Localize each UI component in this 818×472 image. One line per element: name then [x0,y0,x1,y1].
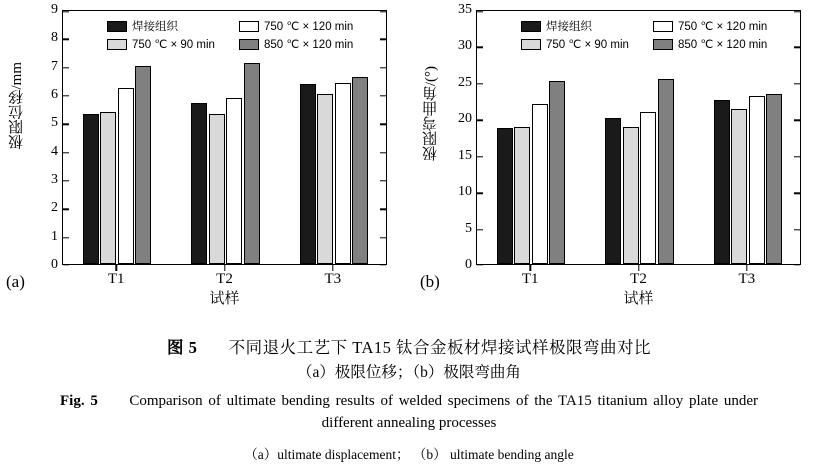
y-tick-mark [63,124,69,125]
bar [300,84,316,264]
legend-label: 750 ℃ × 90 min [546,39,629,51]
y-tick-label: 2 [51,200,58,216]
y-tick-mark [63,11,69,12]
y-tick-mark [63,237,69,238]
y-tick-mark [477,156,483,157]
y-tick-mark [63,152,69,153]
chart-panel-b [418,2,813,307]
legend-row [107,17,377,35]
y-tick-label: 5 [51,115,58,131]
bar [317,94,333,264]
y-tick-label: 20 [458,111,472,127]
y-tick-mark [477,192,483,193]
legend-item [653,19,785,33]
legend-label: 焊接组织 [132,21,178,33]
y-tick-mark [63,95,69,96]
legend-item [521,18,653,34]
y-axis-label-a: 极限位移/mm [9,62,25,150]
y-tick-mark [477,11,483,12]
bar [714,100,730,264]
y-tick-label: 3 [51,172,58,187]
y-tick-mark [794,83,800,84]
legend-item [107,18,239,34]
y-tick-label: 8 [51,30,58,46]
legend-label: 850 ℃ × 120 min [264,39,354,51]
bar [83,114,99,264]
legend-swatch [107,39,127,50]
x-tick-label: T3 [738,271,756,287]
legend-label: 750 ℃ × 120 min [678,21,768,33]
bar [335,83,351,264]
y-tick-mark [794,229,800,230]
legend-swatch [107,21,127,32]
y-tick-mark [794,192,800,193]
legend-label: 850 ℃ × 120 min [678,39,768,51]
y-tick-mark [63,180,69,181]
x-tick-label: T3 [324,271,342,287]
bar [244,63,260,264]
bar [623,127,639,264]
caption-title-en: Comparison of ultimate bending results of welded specimens of the TA15 titanium alloy plate under different annealing processes [129,393,759,431]
y-tick-label: 9 [51,2,58,17]
bar [766,94,782,264]
legend-label: 750 ℃ × 120 min [264,21,354,33]
legend-swatch [653,21,673,32]
y-tick-mark [477,83,483,84]
bar [100,112,116,264]
chart-panel-a [4,2,399,307]
x-axis-label-a: 试样 [209,291,240,307]
x-tick-mark [529,265,530,271]
y-tick-mark [63,39,69,40]
y-tick-mark [380,152,386,153]
legend-item [107,37,239,51]
bar [605,118,621,264]
y-tick-mark [380,11,386,12]
y-tick-label: 0 [51,257,58,272]
legend-swatch [521,21,541,32]
bar [226,98,242,264]
bar [209,114,225,264]
y-tick-mark [794,47,800,48]
y-tick-mark [63,67,69,68]
plot-area-a [62,10,387,265]
bar [135,66,151,264]
bar [549,81,565,264]
y-tick-label: 15 [458,147,472,163]
x-tick-mark [332,265,333,271]
y-tick-mark [477,47,483,48]
legend-item [239,19,371,33]
bar [118,88,134,264]
x-axis-label-b: 试样 [623,291,654,307]
y-axis-label-b: 极限弯曲角/(°) [423,66,439,162]
y-tick-mark [477,229,483,230]
legend-label: 750 ℃ × 90 min [132,39,215,51]
y-tick-mark [380,67,386,68]
legend-label: 焊接组织 [546,21,592,33]
legend-item [653,37,785,51]
panel-tag-a: (a) [6,272,25,291]
legend-swatch [239,21,259,32]
bar [731,109,747,264]
y-tick-mark [380,124,386,125]
bar [514,127,530,264]
y-tick-label: 25 [458,74,472,90]
legend-swatch [521,39,541,50]
y-tick-label: 1 [51,228,58,244]
x-tick-label: T1 [107,271,125,287]
caption-line-4: （a）ultimate displacement； （b） ultimate bending angle [244,447,574,462]
x-tick-mark [638,265,639,271]
legend-item [239,37,371,51]
bar [352,77,368,264]
y-tick-mark [794,11,800,12]
legend-row [521,35,791,53]
y-axis-ticks-b [440,2,472,272]
y-tick-mark [477,120,483,121]
caption-line-2: （a）极限位移；（b）极限弯曲角 [297,364,521,381]
y-tick-mark [380,237,386,238]
y-axis-ticks-a [26,2,58,272]
bar [532,104,548,264]
x-tick-mark [224,265,225,271]
y-tick-mark [794,120,800,121]
y-tick-mark [380,209,386,210]
y-tick-label: 7 [51,58,58,74]
y-tick-mark [63,209,69,210]
x-tick-mark [746,265,747,271]
caption-title-cn: 不同退火工艺下 TA15 钛合金板材焊接试样极限弯曲对比 [228,338,652,357]
bar [640,112,656,264]
x-tick-mark [115,265,116,271]
plot-area-b [476,10,801,265]
legend-item [521,37,653,51]
caption-line-1 [0,334,818,358]
y-tick-mark [380,95,386,96]
legend-b [521,17,791,53]
legend-row [107,35,377,53]
legend-swatch [239,39,259,50]
y-tick-label: 10 [458,184,472,200]
bar [191,103,207,265]
caption-figure-number-cn: 图 5 [166,338,198,357]
bar [749,96,765,264]
y-tick-label: 35 [458,2,472,17]
y-tick-label: 30 [458,38,472,54]
y-tick-mark [380,180,386,181]
bar [497,128,513,264]
caption-line-3 [60,390,758,434]
bar [658,79,674,264]
x-tick-label: T1 [521,271,539,287]
y-tick-label: 6 [51,87,58,102]
y-tick-mark [794,156,800,157]
legend-swatch [653,39,673,50]
y-tick-mark [380,39,386,40]
y-tick-label: 5 [465,220,472,236]
panel-tag-b: (b) [420,272,440,291]
legend-row [521,17,791,35]
y-tick-label: 0 [465,257,472,272]
y-tick-label: 4 [51,143,58,159]
x-tick-label: T2 [630,271,647,287]
x-tick-label: T2 [216,271,233,287]
legend-a [107,17,377,53]
caption-figure-number-en: Fig. 5 [60,393,98,409]
